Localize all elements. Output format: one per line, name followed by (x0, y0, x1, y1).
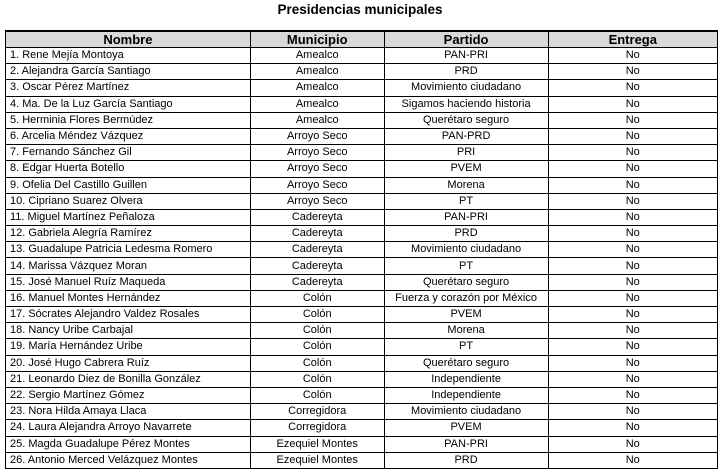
cell-entrega: No (548, 339, 717, 355)
cell-entrega: No (548, 290, 717, 306)
cell-partido: Movimiento ciudadano (384, 242, 548, 258)
table-row (6, 128, 718, 144)
table-row (6, 355, 718, 371)
cell-entrega: No (548, 96, 717, 112)
cell-municipio: Cadereyta (250, 274, 384, 290)
cell-nombre: 25. Magda Guadalupe Pérez Montes (6, 436, 251, 452)
table-row (6, 258, 718, 274)
cell-entrega: No (548, 64, 717, 80)
cell-partido: PRD (384, 64, 548, 80)
cell-entrega: No (548, 258, 717, 274)
cell-entrega: No (548, 307, 717, 323)
cell-nombre: 8. Edgar Huerta Botello (6, 161, 251, 177)
cell-entrega: No (548, 452, 717, 468)
table-row (6, 242, 718, 258)
table-header-row (6, 31, 718, 48)
cell-partido: PVEM (384, 307, 548, 323)
table-row (6, 48, 718, 64)
table-row (6, 80, 718, 96)
table-row (6, 371, 718, 387)
table-row (6, 420, 718, 436)
cell-nombre: 26. Antonio Merced Velázquez Montes (6, 452, 251, 468)
cell-partido: PRD (384, 226, 548, 242)
cell-municipio: Arroyo Seco (250, 128, 384, 144)
table-row (6, 307, 718, 323)
table-row (6, 209, 718, 225)
cell-nombre: 22. Sergio Martínez Gómez (6, 387, 251, 403)
cell-municipio: Colón (250, 355, 384, 371)
cell-nombre: 10. Cipriano Suarez Olvera (6, 193, 251, 209)
cell-municipio: Amealco (250, 64, 384, 80)
cell-partido: PRD (384, 452, 548, 468)
table-row (6, 436, 718, 452)
cell-municipio: Ezequiel Montes (250, 436, 384, 452)
cell-entrega: No (548, 177, 717, 193)
cell-municipio: Colón (250, 290, 384, 306)
cell-entrega: No (548, 436, 717, 452)
cell-entrega: No (548, 226, 717, 242)
cell-entrega: No (548, 193, 717, 209)
cell-municipio: Cadereyta (250, 226, 384, 242)
cell-nombre: 14. Marissa Vázquez Moran (6, 258, 251, 274)
cell-entrega: No (548, 145, 717, 161)
cell-municipio: Arroyo Seco (250, 161, 384, 177)
header-municipio: Municipio (250, 31, 384, 48)
cell-entrega: No (548, 404, 717, 420)
cell-municipio: Corregidora (250, 404, 384, 420)
cell-municipio: Arroyo Seco (250, 193, 384, 209)
table-row (6, 274, 718, 290)
cell-nombre: 17. Sócrates Alejandro Valdez Rosales (6, 307, 251, 323)
cell-entrega: No (548, 387, 717, 403)
cell-municipio: Amealco (250, 48, 384, 64)
cell-partido: PAN-PRI (384, 436, 548, 452)
cell-partido: Morena (384, 323, 548, 339)
cell-partido: Morena (384, 177, 548, 193)
cell-entrega: No (548, 128, 717, 144)
cell-entrega: No (548, 355, 717, 371)
table-row (6, 226, 718, 242)
cell-nombre: 24. Laura Alejandra Arroyo Navarrete (6, 420, 251, 436)
cell-partido: PAN-PRI (384, 209, 548, 225)
cell-partido: PVEM (384, 161, 548, 177)
table-row (6, 161, 718, 177)
cell-municipio: Colón (250, 371, 384, 387)
table-row (6, 290, 718, 306)
table-row (6, 452, 718, 468)
cell-municipio: Colón (250, 387, 384, 403)
cell-municipio: Cadereyta (250, 209, 384, 225)
cell-municipio: Arroyo Seco (250, 145, 384, 161)
table-row (6, 96, 718, 112)
table-row (6, 339, 718, 355)
cell-nombre: 1. Rene Mejía Montoya (6, 48, 251, 64)
header-partido: Partido (384, 31, 548, 48)
cell-nombre: 11. Miguel Martínez Peñaloza (6, 209, 251, 225)
cell-partido: PT (384, 258, 548, 274)
table-row (6, 404, 718, 420)
page-title: Presidencias municipales (277, 2, 443, 17)
cell-nombre: 23. Nora Hilda Amaya Llaca (6, 404, 251, 420)
cell-entrega: No (548, 209, 717, 225)
cell-municipio: Amealco (250, 80, 384, 96)
presidencias-table (5, 30, 718, 469)
table-row (6, 387, 718, 403)
cell-entrega: No (548, 112, 717, 128)
cell-partido: PVEM (384, 420, 548, 436)
table-row (6, 145, 718, 161)
table-row (6, 64, 718, 80)
cell-nombre: 5. Herminia Flores Bermúdez (6, 112, 251, 128)
cell-municipio: Ezequiel Montes (250, 452, 384, 468)
cell-nombre: 13. Guadalupe Patricia Ledesma Romero (6, 242, 251, 258)
cell-nombre: 4. Ma. De la Luz García Santiago (6, 96, 251, 112)
cell-partido: PRI (384, 145, 548, 161)
table-row (6, 323, 718, 339)
cell-partido: Independiente (384, 371, 548, 387)
table-row (6, 177, 718, 193)
cell-nombre: 6. Arcelia Méndez Vázquez (6, 128, 251, 144)
cell-municipio: Colón (250, 323, 384, 339)
cell-entrega: No (548, 80, 717, 96)
cell-municipio: Corregidora (250, 420, 384, 436)
cell-entrega: No (548, 371, 717, 387)
cell-municipio: Amealco (250, 112, 384, 128)
cell-municipio: Cadereyta (250, 258, 384, 274)
cell-entrega: No (548, 274, 717, 290)
cell-nombre: 20. José Hugo Cabrera Ruíz (6, 355, 251, 371)
cell-partido: Movimiento ciudadano (384, 404, 548, 420)
cell-nombre: 7. Fernando Sánchez Gil (6, 145, 251, 161)
table-row (6, 193, 718, 209)
cell-partido: Sigamos haciendo historia (384, 96, 548, 112)
cell-entrega: No (548, 161, 717, 177)
cell-nombre: 3. Oscar Pérez Martínez (6, 80, 251, 96)
cell-partido: Fuerza y corazón por México (384, 290, 548, 306)
cell-municipio: Amealco (250, 96, 384, 112)
header-entrega: Entrega (548, 31, 717, 48)
cell-entrega: No (548, 242, 717, 258)
cell-entrega: No (548, 48, 717, 64)
cell-nombre: 18. Nancy Uribe Carbajal (6, 323, 251, 339)
cell-partido: PT (384, 339, 548, 355)
cell-municipio: Colón (250, 339, 384, 355)
cell-nombre: 21. Leonardo Diez de Bonilla González (6, 371, 251, 387)
cell-municipio: Colón (250, 307, 384, 323)
cell-nombre: 16. Manuel Montes Hernández (6, 290, 251, 306)
cell-entrega: No (548, 323, 717, 339)
cell-nombre: 2. Alejandra García Santiago (6, 64, 251, 80)
cell-municipio: Arroyo Seco (250, 177, 384, 193)
cell-municipio: Cadereyta (250, 242, 384, 258)
cell-partido: Querétaro seguro (384, 112, 548, 128)
cell-entrega: No (548, 420, 717, 436)
cell-partido: Independiente (384, 387, 548, 403)
cell-partido: Movimiento ciudadano (384, 80, 548, 96)
cell-nombre: 19. María Hernández Uribe (6, 339, 251, 355)
cell-partido: Querétaro seguro (384, 355, 548, 371)
cell-nombre: 12. Gabriela Alegría Ramírez (6, 226, 251, 242)
cell-nombre: 9. Ofelia Del Castillo Guillen (6, 177, 251, 193)
cell-partido: PAN-PRD (384, 128, 548, 144)
header-nombre: Nombre (6, 31, 251, 48)
table-row (6, 112, 718, 128)
cell-nombre: 15. José Manuel Ruíz Maqueda (6, 274, 251, 290)
cell-partido: PT (384, 193, 548, 209)
cell-partido: PAN-PRI (384, 48, 548, 64)
cell-partido: Querétaro seguro (384, 274, 548, 290)
